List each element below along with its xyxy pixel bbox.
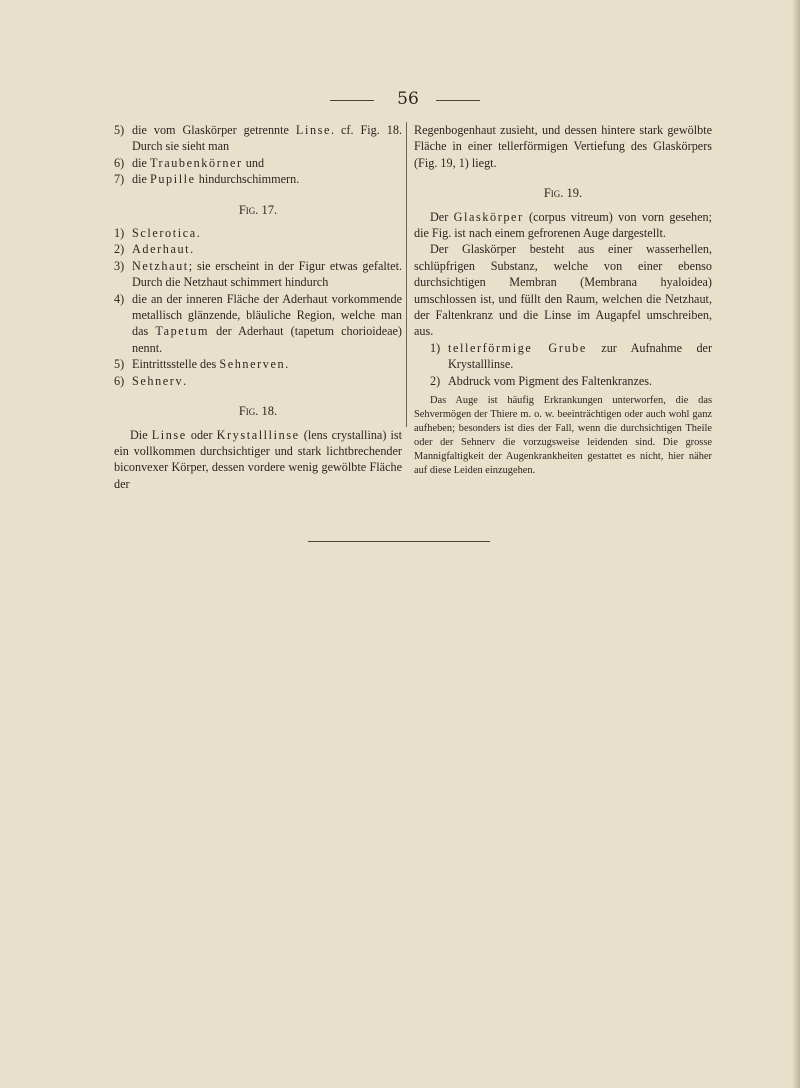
fig19-heading: Fig. 19. bbox=[543, 186, 583, 201]
list-item: 4) die an der inneren Fläche der Aderhaut vorkommende metallisch glänzende, bläuliche Region, welche man das Tapetum der Aderhaut (tapetum chorioideae) nennt. bbox=[114, 291, 402, 355]
fig17-heading: Fig. 17. bbox=[238, 202, 278, 217]
page-number: 56 bbox=[397, 89, 419, 109]
continuation-paragraph: Regenbogenhaut zusieht, und dessen hintere stark gewölbte Fläche in einer tellerförmigen Vertiefung des Glaskörpers (Fig. 19, 1) liegt. bbox=[414, 123, 712, 170]
page-edge-shadow bbox=[792, 0, 800, 1088]
fig19-paragraph-1: Der Glaskörper (corpus vitreum) von vorn gesehen; die Fig. ist nach einem gefrorenen Auge dargestellt. bbox=[414, 209, 712, 241]
right-column bbox=[414, 122, 712, 478]
header-rule-right bbox=[436, 100, 480, 101]
header-rule-left bbox=[330, 100, 374, 101]
left-items-top bbox=[114, 122, 402, 188]
fig18-heading: Fig. 18. bbox=[238, 404, 278, 419]
fig19-list bbox=[414, 340, 712, 389]
end-rule bbox=[308, 541, 490, 542]
list-item: 6) die Traubenkörner und bbox=[114, 155, 265, 170]
list-item: 5) Eintrittsstelle des Sehnerven. bbox=[114, 357, 289, 372]
list-item: 6) Sehnerv. bbox=[114, 373, 187, 388]
small-note: Das Auge ist häufig Erkrankungen unterworfen, die das Sehvermögen der Thiere m. o. w. beeinträchtigen oder auch wohl ganz aufheben; besonders ist dies der Fall, wenn die durchsichtigen Theile oder der Sehnerv die vorzugsweise leidenden sind. Die grosse Mannigfaltigkeit der Augenkrankheiten gestattet es nicht, hier näher auf diese Leiden einzugehen. bbox=[414, 395, 712, 477]
fig17-list bbox=[114, 225, 402, 389]
list-item: 1) tellerförmige Grube zur Aufnahme der Krystalllinse. bbox=[430, 340, 712, 372]
list-item: 1) Sclerotica. bbox=[114, 226, 200, 241]
fig19-paragraph-2: Der Glaskörper besteht aus einer wasserhellen, schlüpfrigen Substanz, welche von einer ebenso durchsichtigen Membran (Membrana hyaloidea) umschlossen ist, und füllt den Raum, welchen die Netzhaut, der Faltenkranz und die Linse im Augapfel umschreiben, aus. bbox=[414, 242, 712, 339]
left-column bbox=[114, 122, 402, 492]
list-item: 5) die vom Glaskörper getrennte Linse. cf. Fig. 18. Durch sie sieht man bbox=[114, 123, 403, 154]
page-header bbox=[0, 88, 800, 112]
column-divider bbox=[406, 122, 407, 427]
list-item: 7) die Pupille hindurchschimmern. bbox=[114, 172, 300, 187]
fig18-paragraph: Die Linse oder Krystalllinse (lens crystallina) ist ein vollkommen durchsichtiger und stark lichtbrechender biconvexer Körper, dessen vordere wenig gewölbte Fläche der bbox=[114, 427, 402, 491]
list-item: 2) Abdruck vom Pigment des Faltenkranzes. bbox=[430, 373, 653, 388]
list-item: 3) Netzhaut; sie erscheint in der Figur etwas gefaltet. Durch die Netzhaut schimmert hindurch bbox=[114, 258, 402, 290]
list-item: 2) Aderhaut. bbox=[114, 242, 194, 257]
